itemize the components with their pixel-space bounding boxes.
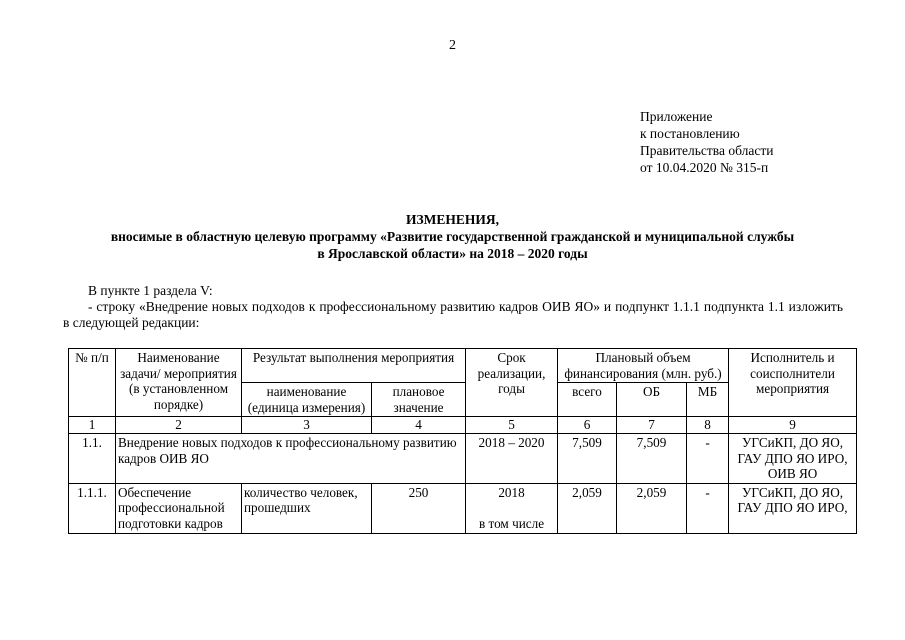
- document-title: [40, 211, 865, 262]
- row-indicator: количество человек, прошедших: [242, 483, 372, 533]
- title-heading: ИЗМЕНЕНИЯ,: [405, 212, 499, 227]
- row-ob: 7,509: [617, 434, 687, 484]
- column-number: 7: [617, 417, 687, 434]
- column-number: 8: [687, 417, 729, 434]
- row-term-note: в том числе: [478, 516, 545, 531]
- row-term-cell: [466, 483, 558, 533]
- column-number: 2: [116, 417, 242, 434]
- appendix-line: к постановлению: [640, 126, 740, 141]
- title-line: вносимые в областную целевую программу «Развитие государственной гражданской и муниципальной службы: [110, 229, 795, 244]
- row-term: 2018: [498, 484, 525, 500]
- header-result: Результат выполнения мероприятия: [242, 349, 466, 383]
- header-result-value: плановое значение: [372, 383, 466, 417]
- column-number: 3: [242, 417, 372, 434]
- page-number: 2: [449, 38, 456, 53]
- header-task: Наименование задачи/ мероприятия (в установленном порядке): [116, 349, 242, 417]
- column-number: 5: [466, 417, 558, 434]
- row-total: 2,059: [558, 483, 617, 533]
- table-row: [69, 483, 857, 533]
- column-number-row: [69, 417, 857, 434]
- header-funding: Плановый объем финансирования (млн. руб.): [558, 349, 729, 383]
- header-term: Срок реализации, годы: [466, 349, 558, 417]
- header-result-name: наименование (единица измерения): [242, 383, 372, 417]
- header-ob: ОБ: [617, 383, 687, 417]
- column-number: 4: [372, 417, 466, 434]
- header-num: № п/п: [69, 349, 116, 417]
- row-term: 2018 – 2020: [466, 434, 558, 484]
- column-number: 9: [729, 417, 857, 434]
- column-number: 6: [558, 417, 617, 434]
- header-executor: Исполнитель и соисполнители мероприятия: [729, 349, 857, 417]
- appendix-note: [640, 108, 773, 176]
- row-mb: -: [687, 483, 729, 533]
- changes-table: [68, 348, 857, 534]
- row-total: 7,509: [558, 434, 617, 484]
- column-number: 1: [69, 417, 116, 434]
- title-line: в Ярославской области» на 2018 – 2020 годы: [317, 246, 588, 261]
- intro-text: [63, 283, 843, 331]
- intro-paragraph: - строку «Внедрение новых подходов к профессиональному развитию кадров ОИВ ЯО» и подпункт 1.1.1 подпункта 1.1 изложить в следующей редакции:: [63, 299, 843, 330]
- intro-paragraph: В пункте 1 раздела V:: [88, 283, 213, 298]
- row-num: 1.1.1.: [69, 483, 116, 533]
- appendix-line: Приложение: [640, 109, 713, 124]
- row-mb: -: [687, 434, 729, 484]
- row-ob: 2,059: [617, 483, 687, 533]
- appendix-line: Правительства области: [640, 143, 774, 158]
- appendix-line: от 10.04.2020 № 315-п: [640, 160, 769, 175]
- row-executor: УГСиКП, ДО ЯО, ГАУ ДПО ЯО ИРО,: [729, 483, 857, 533]
- row-num: 1.1.: [69, 434, 116, 484]
- spacer: [468, 500, 555, 516]
- header-mb: МБ: [687, 383, 729, 417]
- table-row: [69, 434, 857, 484]
- header-total: всего: [558, 383, 617, 417]
- row-name: Внедрение новых подходов к профессиональному развитию кадров ОИВ ЯО: [116, 434, 466, 484]
- row-value: 250: [372, 483, 466, 533]
- row-executor: УГСиКП, ДО ЯО, ГАУ ДПО ЯО ИРО, ОИВ ЯО: [729, 434, 857, 484]
- row-name: Обеспечение профессиональной подготовки кадров: [116, 483, 242, 533]
